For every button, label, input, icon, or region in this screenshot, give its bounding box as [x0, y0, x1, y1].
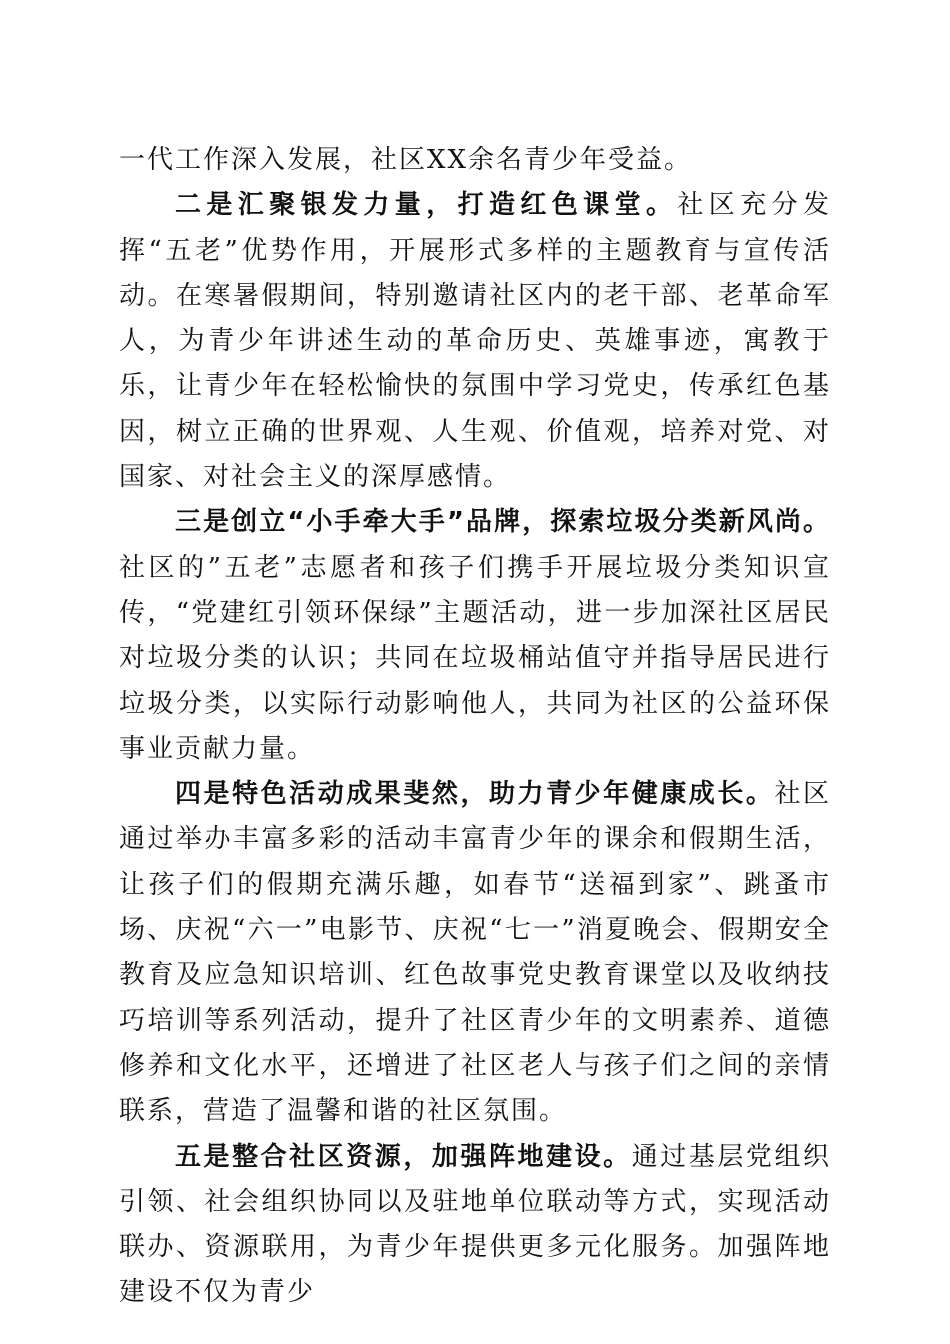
paragraph-text: 通过基层党组织引领、社会组织协同以及驻地单位联动等方式，实现活动联办、资源联用，为青少年提供更多元化服务。加强阵地建设不仅为青少: [119, 1141, 831, 1308]
paragraph-lead: 四是特色活动成果斐然，助力青少年健康成长。: [175, 779, 775, 810]
paragraph-continuation: [119, 138, 831, 183]
paragraph-text: 一代工作深入发展，社区XX余名青少年受益。: [119, 145, 693, 175]
paragraph-lead: 二是汇聚银发力量，打造红色课堂。: [175, 190, 678, 221]
paragraph-red-classroom: [119, 183, 831, 500]
paragraph-lead: 三是创立“小手牵大手”品牌，探索垃圾分类新风尚。: [175, 507, 831, 538]
paragraph-lead: 五是整合社区资源，加强阵地建设。: [175, 1141, 632, 1172]
paragraph-text: 社区通过举办丰富多彩的活动丰富青少年的课余和假期生活，让孩子们的假期充满乐趣，如春节“送福到家”、跳蚤市场、庆祝“六一”电影节、庆祝“七一”消夏晚会、假期安全教育及应急知识培训、红色故事党史教育课堂以及收纳技巧培训等系列活动，提升了社区青少年的文明素养、道德修养和文化水平，还增进了社区老人与孩子们之间的亲情联系，营造了温馨和谐的社区氛围。: [119, 779, 831, 1127]
paragraph-text: 社区的”五老”志愿者和孩子们携手开展垃圾分类知识宣传，“党建红引领环保绿”主题活动，进一步加深社区居民对垃圾分类的认识；共同在垃圾桶站值守并指导居民进行垃圾分类，以实际行动影响他人，共同为社区的公益环保事业贡献力量。: [119, 552, 831, 764]
paragraph-text: 社区充分发挥“五老”优势作用，开展形式多样的主题教育与宣传活动。在寒暑假期间，特别邀请社区内的老干部、老革命军人，为青少年讲述生动的革命历史、英雄事迹，寓教于乐，让青少年在轻松愉快的氛围中学习党史，传承红色基因，树立正确的世界观、人生观、价值观，培养对党、对国家、对社会主义的深厚感情。: [119, 190, 831, 493]
paragraph-garbage-sorting: [119, 500, 831, 772]
paragraph-featured-activities: [119, 772, 831, 1134]
paragraph-resource-integration: [119, 1135, 831, 1316]
document-body: [119, 138, 831, 1316]
